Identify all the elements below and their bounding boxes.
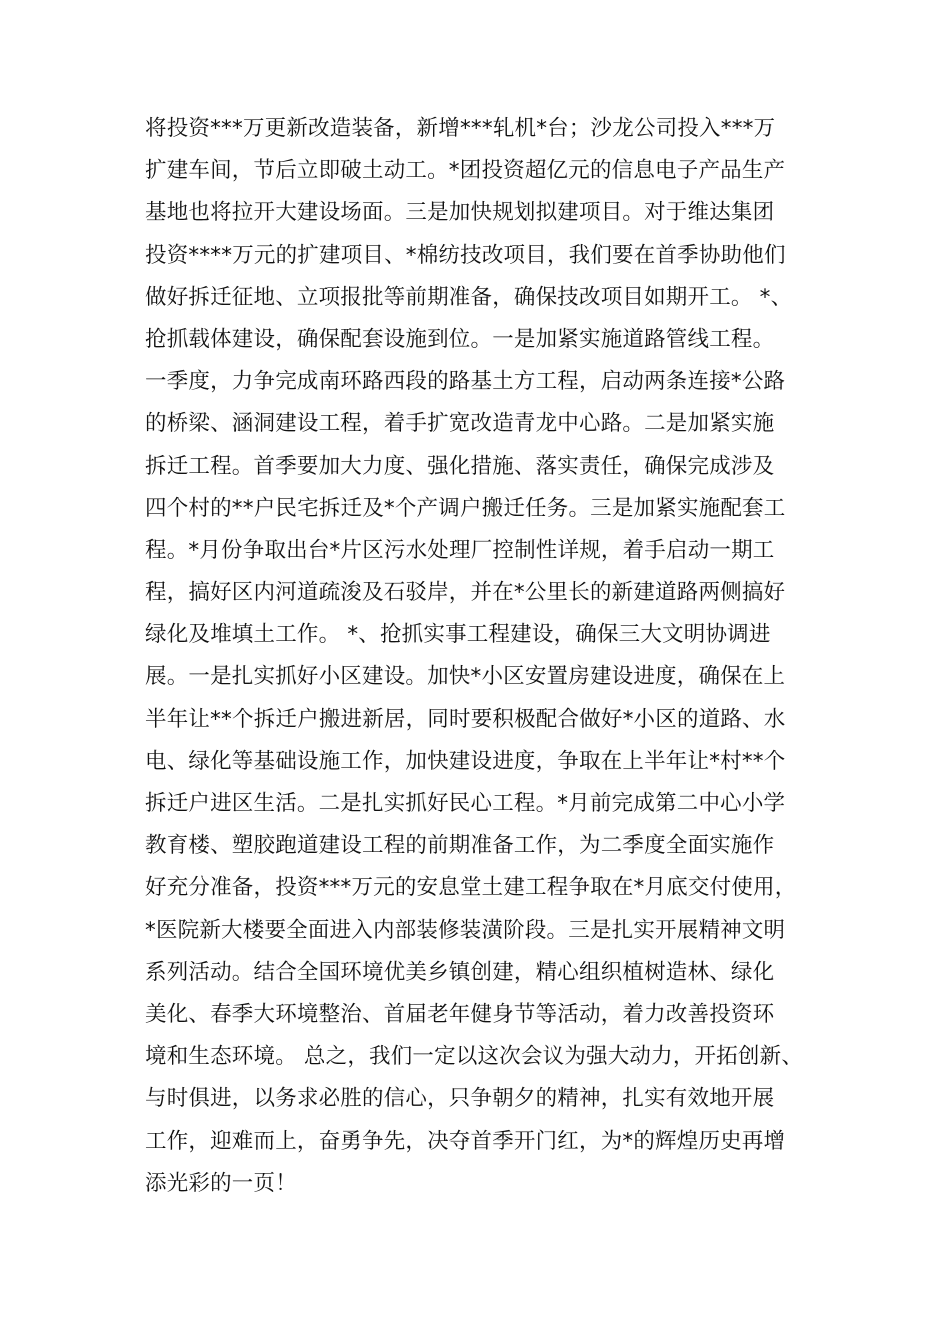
text-line: 系列活动。结合全国环境优美乡镇创建，精心组织植树造林、绿化	[145, 959, 775, 985]
text-line: 拆迁户进区生活。二是扎实抓好民心工程。*月前完成第二中心小学	[145, 791, 786, 816]
text-line: 四个村的**户民宅拆迁及*个产调户搬迁任务。三是加紧实施配套工	[145, 495, 786, 521]
text-line: 的桥梁、涵洞建设工程，着手扩宽改造青龙中心路。二是加紧实施	[145, 411, 775, 437]
body-text	[145, 108, 845, 1205]
text-line: 投资****万元的扩建项目、*棉纺技改项目，我们要在首季协助他们	[145, 242, 786, 268]
text-line: *医院新大楼要全面进入内部装修装潢阶段。三是扎实开展精神文明	[145, 917, 786, 943]
text-line: 美化、春季大环境整治、首届老年健身节等活动，着力改善投资环	[145, 1001, 775, 1027]
text-line: 好充分准备，投资***万元的安息堂土建工程争取在*月底交付使用，	[145, 875, 797, 901]
text-line: 将投资***万更新改造装备，新增***轧机*台；沙龙公司投入***万	[145, 116, 776, 141]
text-line: 扩建车间，节后立即破土动工。*团投资超亿元的信息电子产品生产	[145, 158, 786, 184]
text-line: 一季度，力争完成南环路西段的路基土方工程，启动两条连接*公路	[145, 369, 786, 395]
text-line: 程。*月份争取出台*片区污水处理厂控制性详规，着手启动一期工	[145, 537, 775, 563]
text-line: 工作，迎难而上，奋勇争先，决夺首季开门红，为*的辉煌历史再增	[145, 1128, 786, 1154]
text-line: 境和生态环境。 总之，我们一定以这次会议为强大动力，开拓创新、	[145, 1044, 804, 1070]
text-line: 展。一是扎实抓好小区建设。加快*小区安置房建设进度，确保在上	[145, 664, 786, 690]
text-line: 与时俱进，以务求必胜的信心，只争朝夕的精神，扎实有效地开展	[145, 1086, 775, 1112]
text-line: 添光彩的一页！	[145, 1170, 297, 1196]
text-line: 做好拆迁征地、立项报批等前期准备，确保技改项目如期开工。 *、	[145, 284, 793, 310]
text-line: 教育楼、塑胶跑道建设工程的前期准备工作，为二季度全面实施作	[145, 833, 775, 859]
text-line: 抢抓载体建设，确保配套设施到位。一是加紧实施道路管线工程。	[145, 326, 775, 352]
text-line: 拆迁工程。首季要加大力度、强化措施、落实责任，确保完成涉及	[145, 453, 775, 479]
text-line: 绿化及堆填土工作。 *、抢抓实事工程建设，确保三大文明协调进	[145, 622, 771, 648]
text-line: 程，搞好区内河道疏浚及石驳岸，并在*公里长的新建道路两侧搞好	[145, 580, 786, 606]
text-line: 半年让**个拆迁户搬进新居，同时要积极配合做好*小区的道路、水	[145, 706, 786, 732]
text-line: 电、绿化等基础设施工作，加快建设进度，争取在上半年让*村**个	[145, 748, 786, 774]
text-line: 基地也将拉开大建设场面。三是加快规划拟建项目。对于维达集团	[145, 200, 775, 226]
